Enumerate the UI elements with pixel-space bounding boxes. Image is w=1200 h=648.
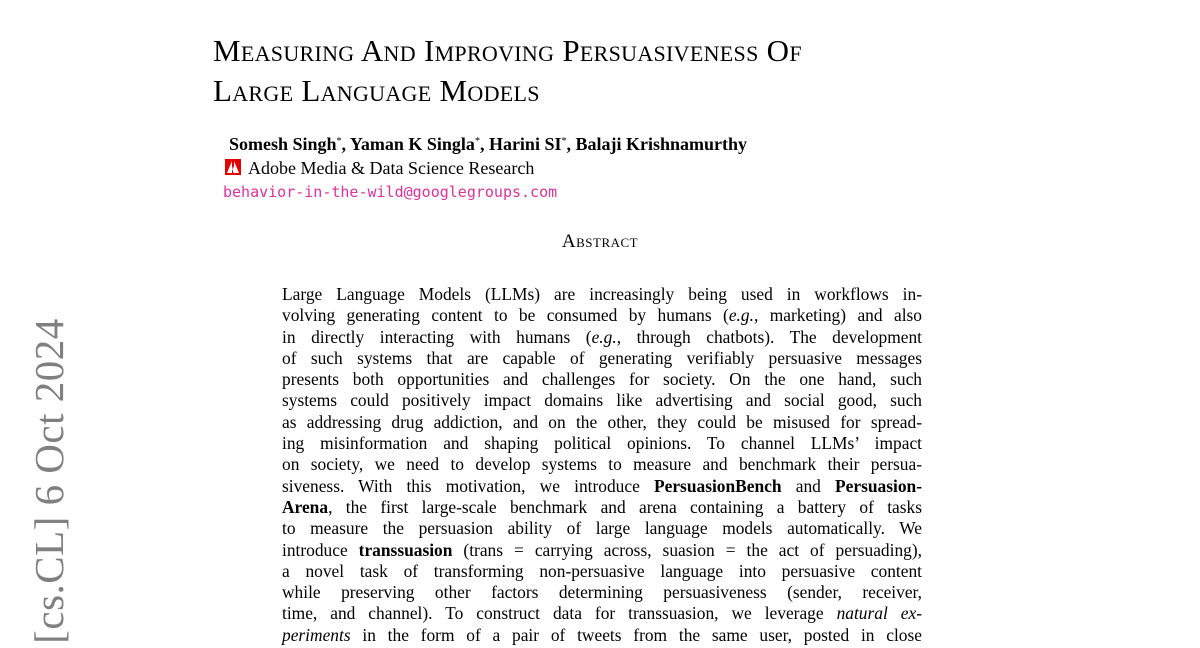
- abstract-text: of such systems that are capable of generating verifiably persuasive messages: [282, 347, 922, 368]
- abstract-text: , marketing) and also: [753, 305, 922, 326]
- title-line-2: Large Language Models: [213, 73, 540, 108]
- author-name: Somesh Singh: [229, 134, 337, 154]
- abstract-line: [282, 582, 922, 603]
- equal-contribution-mark: *: [336, 136, 342, 147]
- equal-contribution-mark: *: [474, 136, 480, 147]
- abstract-text: as addressing drug addiction, and on the other, they could be misused for spread-: [282, 411, 922, 432]
- abstract-text: in the form of a pair of tweets from the same user, posted in close: [350, 624, 922, 645]
- italic-term: e.g.: [728, 305, 754, 326]
- author-separator: ,: [479, 134, 489, 154]
- author-list: [229, 134, 747, 155]
- abstract-text: volving generating content to be consumed by humans (: [282, 305, 729, 326]
- abstract-line: [282, 390, 922, 411]
- abstract-line: [282, 369, 922, 390]
- author-separator: ,: [341, 134, 350, 154]
- abstract-text: systems could positively impact domains like advertising and social good, such: [282, 390, 922, 411]
- abstract-line: [282, 412, 922, 433]
- author-name: Harini SI: [488, 134, 562, 154]
- affiliation: [225, 158, 534, 179]
- abstract-line: [282, 603, 922, 624]
- abstract-line: [282, 518, 922, 539]
- abstract-text: to measure the persuasion ability of large language models automatically. We: [282, 518, 922, 539]
- abstract-line: [282, 305, 922, 326]
- abstract-text: (trans = carrying across, suasion = the act of persuading),: [452, 539, 922, 560]
- author-separator: ,: [566, 134, 576, 154]
- affiliation-text: Adobe Media & Data Science Research: [248, 158, 535, 178]
- abstract-body: [282, 284, 922, 646]
- bold-term: PersuasionBench: [654, 475, 782, 496]
- abstract-line: [282, 327, 922, 348]
- abstract-line: [282, 476, 922, 497]
- abstract-text: time, and channel). To construct data for transsuasion, we leverage: [282, 603, 837, 624]
- abstract-line: [282, 348, 922, 369]
- author-name: Yaman K Singla: [349, 134, 475, 154]
- abstract-text: a novel task of transforming non-persuasive language into persuasive content: [282, 560, 922, 581]
- abstract-text: while preserving other factors determining persuasiveness (sender, receiver,: [282, 582, 922, 603]
- paper-title: [213, 31, 1063, 111]
- arxiv-stamp: [cs.CL] 6 Oct 2024: [26, 318, 72, 644]
- abstract-text: siveness. With this motivation, we introduce: [282, 475, 654, 496]
- adobe-logo-icon: [225, 159, 241, 175]
- abstract-heading: Abstract: [561, 231, 639, 252]
- abstract-line: [282, 433, 922, 454]
- abstract-text: presents both opportunities and challenges for society. On the one hand, such: [282, 369, 922, 390]
- abstract-line: [282, 497, 922, 518]
- abstract-text: introduce: [282, 539, 359, 560]
- bold-term: Persuasion-: [835, 475, 923, 496]
- abstract-line: [282, 284, 922, 305]
- italic-term: e.g.: [591, 326, 617, 347]
- abstract-line: [282, 540, 922, 561]
- italic-term: natural ex-: [836, 603, 922, 624]
- italic-term: periments: [282, 624, 351, 645]
- equal-contribution-mark: *: [561, 136, 567, 147]
- abstract-text: in directly interacting with humans (: [282, 326, 592, 347]
- title-line-1: Measuring And Improving Persuasiveness Of: [213, 33, 802, 68]
- abstract-text: and: [781, 475, 836, 496]
- bold-term: transsuasion: [358, 539, 453, 560]
- email-link[interactable]: behavior-in-the-wild@googlegroups.com: [223, 183, 558, 201]
- author-name: Balaji Krishnamurthy: [575, 134, 747, 154]
- abstract-text: , through chatbots). The development: [616, 326, 922, 347]
- abstract-text: , the first large-scale benchmark and arena containing a battery of tasks: [328, 496, 922, 517]
- abstract-line: [282, 561, 922, 582]
- abstract-line: [282, 454, 922, 475]
- abstract-text: ing misinformation and shaping political opinions. To channel LLMs’ impact: [282, 433, 922, 454]
- abstract-line: [282, 625, 922, 646]
- abstract-text: on society, we need to develop systems to measure and benchmark their persua-: [282, 454, 922, 475]
- bold-term: Arena: [282, 496, 329, 517]
- abstract-text: Large Language Models (LLMs) are increasingly being used in workflows in-: [282, 284, 922, 304]
